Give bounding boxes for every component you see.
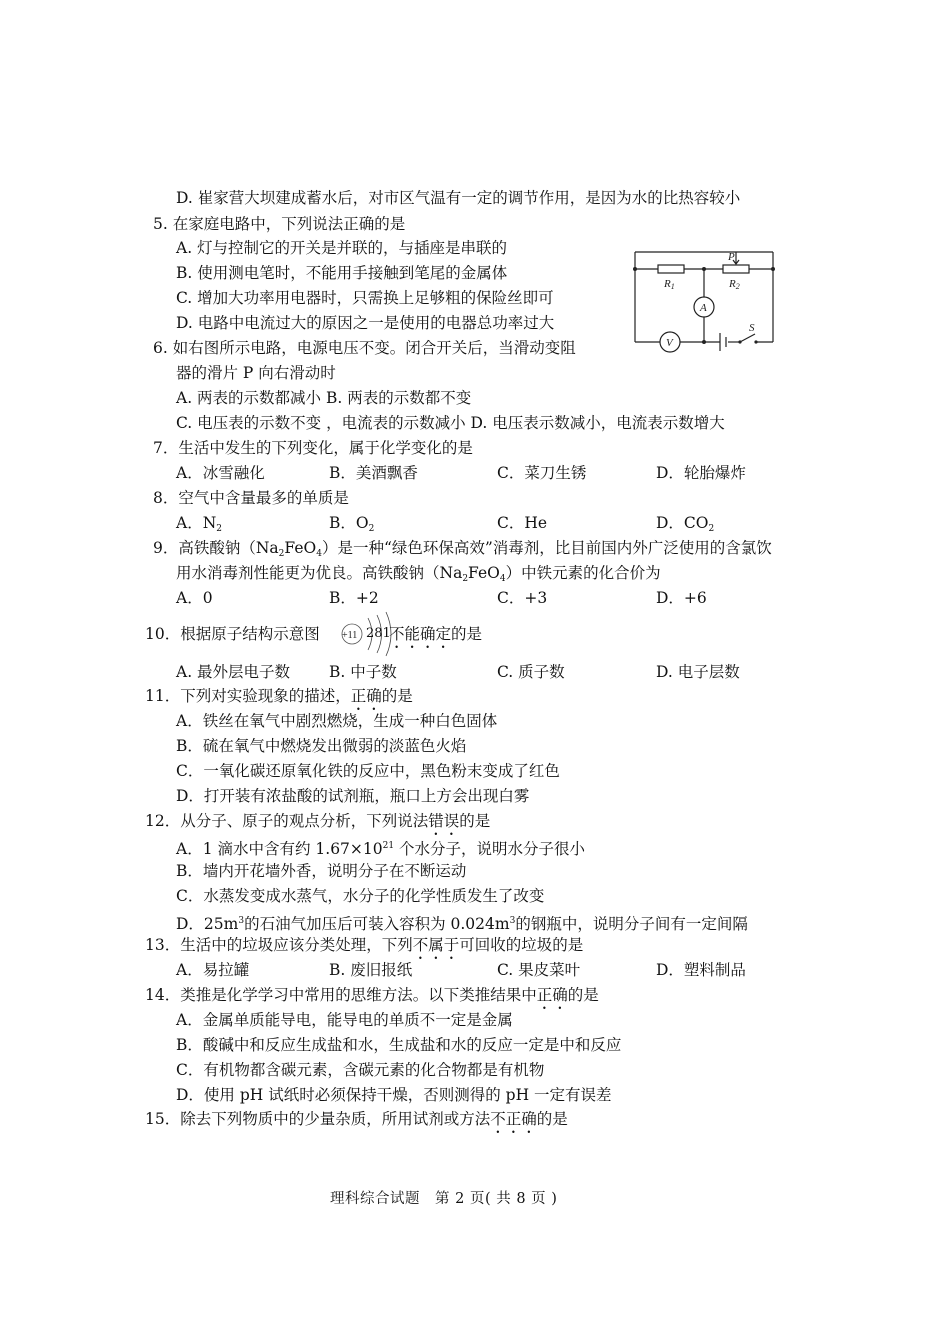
slider-label: P bbox=[728, 251, 735, 263]
q13-option-c: C. 果皮菜叶 bbox=[497, 961, 581, 979]
q10-stem-part1: 10．根据原子结构示意图 bbox=[145, 625, 320, 643]
q14-stem: 14．类推是化学学习中常用的思维方法。以下类推结果中正确的是 bbox=[145, 986, 599, 1004]
q7-option-d: D．轮胎爆炸 bbox=[656, 464, 746, 482]
q5-stem: 5. 在家庭电路中，下列说法正确的是 bbox=[153, 215, 406, 233]
q12-option-a: A．1 滴水中含有约 $1.67\times 10^{21}$ 个水分子，说明水分子很小 bbox=[176, 840, 586, 858]
q11-option-d: D．打开装有浓盐酸的试剂瓶，瓶口上方会出现白雾 bbox=[176, 787, 530, 805]
q13-option-a: A．易拉罐 bbox=[176, 961, 250, 979]
q9-option-b: B．+2 bbox=[329, 589, 379, 607]
q12-stem: 12．从分子、原子的观点分析，下列说法错误的是 bbox=[145, 812, 491, 830]
q6-options-cd: C. 电压表的示数不变 ，电流表的示数减小 D. 电压表示数减小，电流表示数增大 bbox=[176, 414, 725, 432]
q8-option-c: C．He bbox=[497, 514, 548, 532]
r2-label: R2 bbox=[729, 278, 740, 291]
q9-option-d: D．+6 bbox=[656, 589, 707, 607]
q5-option-d: D. 电路中电流过大的原因之一是使用的电器总功率过大 bbox=[176, 314, 555, 332]
q7-option-c: C．菜刀生锈 bbox=[497, 464, 587, 482]
q11-option-a: A．铁丝在氧气中剧烈燃烧，生成一种白色固体 bbox=[176, 712, 498, 730]
switch-label: S bbox=[749, 322, 755, 334]
q7-stem: 7．生活中发生的下列变化，属于化学变化的是 bbox=[153, 439, 473, 457]
q6-options-ab: A. 两表的示数都减小 B. 两表的示数都不变 bbox=[176, 389, 472, 407]
q10-option-c: C. 质子数 bbox=[497, 663, 565, 681]
voltmeter-label: V bbox=[666, 337, 673, 349]
atom-nucleus-label: +11 bbox=[342, 630, 358, 641]
q12-option-c: C．水蒸发变成水蒸气，水分子的化学性质发生了改变 bbox=[176, 887, 545, 905]
q10-option-b: B. 中子数 bbox=[329, 663, 397, 681]
q14-option-b: B．酸碱中和反应生成盐和水，生成盐和水的反应一定是中和反应 bbox=[176, 1036, 622, 1054]
q6-stem-cont: 器的滑片 P 向右滑动时 bbox=[176, 364, 336, 382]
q5-option-b: B. 使用测电笔时，不能用手接触到笔尾的金属体 bbox=[176, 264, 508, 282]
q15-stem: 15．除去下列物质中的少量杂质，所用试剂或方法不正确的是 bbox=[145, 1110, 568, 1128]
q13-option-d: D．塑料制品 bbox=[656, 961, 746, 979]
ammeter-label: A bbox=[700, 302, 707, 314]
page-footer: 理科综合试题 第 2 页( 共 8 页 ) bbox=[330, 1191, 558, 1207]
q6-stem: 6. 如右图所示电路，电源电压不变。闭合开关后，当滑动变阻 bbox=[153, 339, 576, 357]
q14-option-d: D．使用 pH 试纸时必须保持干燥，否则测得的 pH 一定有误差 bbox=[176, 1086, 612, 1104]
q8-option-d: D．$CO_2$ bbox=[656, 514, 715, 534]
q10-option-a: A. 最外层电子数 bbox=[176, 663, 291, 681]
q14-option-a: A．金属单质能导电，能导电的单质不一定是金属 bbox=[176, 1011, 513, 1029]
q9-stem-cont: 用水消毒剂性能更为优良。高铁酸钠$(Na_2FeO_4)$中铁元素的化合价为 bbox=[176, 564, 661, 584]
q12-option-d: D．$25m^3$的石油气加压后可装入容积为 $0.024m^3$的钢瓶中，说明分子间有一定间隔 bbox=[176, 915, 748, 933]
q9-option-a: A．0 bbox=[176, 589, 213, 607]
q11-option-b: B．硫在氧气中燃烧发出微弱的淡蓝色火焰 bbox=[176, 737, 467, 755]
q13-option-b: B. 废旧报纸 bbox=[329, 961, 413, 979]
q8-stem: 8．空气中含量最多的单质是 bbox=[153, 489, 349, 507]
q11-stem: 11．下列对实验现象的描述，正确的是 bbox=[145, 687, 413, 705]
q13-stem: 13．生活中的垃圾应该分类处理，下列不属于可回收的垃圾的是 bbox=[145, 936, 584, 954]
q8-option-a: A．$N_2$ bbox=[176, 514, 222, 534]
q10-stem-part2: 不能确定的是 bbox=[389, 625, 483, 643]
q5-option-a: A. 灯与控制它的开关是并联的，与插座是串联的 bbox=[176, 239, 508, 257]
q14-option-c: C．有机物都含碳元素，含碳元素的化合物都是有机物 bbox=[176, 1061, 545, 1079]
q8-option-b: B．$O_2$ bbox=[329, 514, 375, 534]
circuit-diagram bbox=[628, 245, 780, 357]
q5-option-c: C. 增加大功率用电器时，只需换上足够粗的保险丝即可 bbox=[176, 289, 554, 307]
q7-option-a: A．冰雪融化 bbox=[176, 464, 265, 482]
q9-stem: 9．高铁酸钠$(Na_2FeO_4)$是一种“绿色环保高效”消毒剂，比目前国内外广泛使用的含氯饮 bbox=[153, 539, 772, 559]
q10-option-d: D. 电子层数 bbox=[656, 663, 740, 681]
q12-option-b: B．墙内开花墙外香，说明分子在不断运动 bbox=[176, 862, 467, 880]
r1-label: R1 bbox=[664, 278, 675, 291]
atom-shell-electrons: 281 bbox=[366, 626, 391, 641]
q9-option-c: C．+3 bbox=[497, 589, 548, 607]
q11-option-c: C．一氧化碳还原氧化铁的反应中，黑色粉末变成了红色 bbox=[176, 762, 560, 780]
q7-option-b: B．美酒飘香 bbox=[329, 464, 418, 482]
q4-option-d: D. 崔家营大坝建成蓄水后，对市区气温有一定的调节作用，是因为水的比热容较小 bbox=[176, 189, 741, 207]
